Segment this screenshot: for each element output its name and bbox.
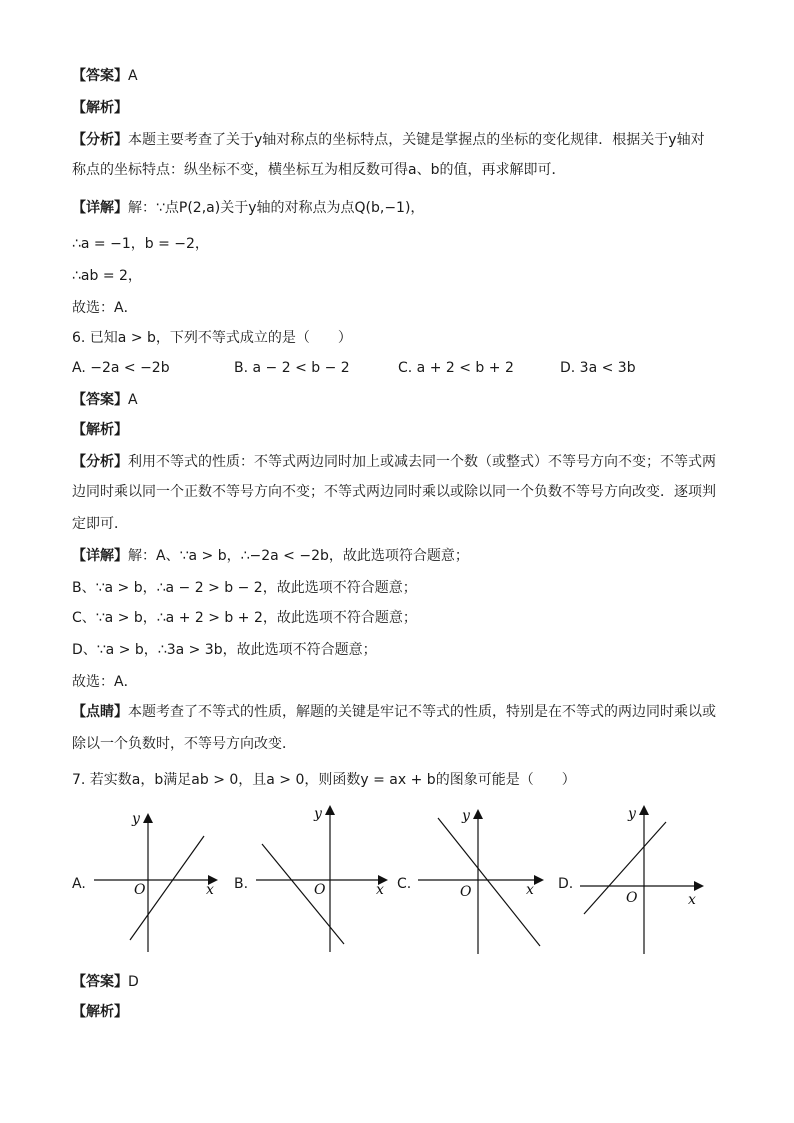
- comment-text: 除以一个负数时，不等号方向改变．: [72, 736, 296, 752]
- detail-text: 【详解】解：∵点P(2,a)关于y轴的对称点为点Q(b,−1)，: [72, 200, 425, 216]
- answer-label: 【答案】A: [72, 392, 138, 408]
- section-tag: 【点睛】: [72, 704, 128, 720]
- section-tag: 【解析】: [72, 1004, 128, 1020]
- question-7: 7. 若实数a，b满足ab > 0，且a > 0，则函数y = ax + b的图象可能是（ ）: [72, 772, 576, 788]
- graph-d-label: D.: [558, 876, 574, 892]
- analysis-heading: [72, 1002, 128, 1022]
- graph-a-label: A.: [72, 876, 86, 892]
- question-6: 6. 已知a > b，下列不等式成立的是（ ）: [72, 330, 352, 346]
- choice-text: 故选：A．: [72, 300, 138, 316]
- graph-b-origin: O: [314, 882, 326, 898]
- detail-step: D、∵a > b，∴3a > 3b，故此选项不符合题意；: [72, 642, 377, 658]
- section-tag: 【解析】: [72, 100, 128, 116]
- analysis-text: 【分析】本题主要考查了关于y轴对称点的坐标特点，关键是掌握点的坐标的变化规律．根据关于y轴对: [72, 132, 705, 148]
- analysis-text: 称点的坐标特点：纵坐标不变，横坐标互为相反数可得a、b的值，再求解即可．: [72, 162, 566, 178]
- graph-a-y-label: y: [132, 811, 140, 827]
- section-tag: 【解析】: [72, 422, 128, 438]
- analysis-text: 边同时乘以同一个正数不等号方向不变；不等式两边同时乘以或除以同一个负数不等号方向改变．逐项判: [72, 484, 716, 500]
- graph-b-y-label: y: [314, 806, 322, 822]
- graph-d-x-label: x: [688, 892, 696, 908]
- section-tag: 【答案】: [72, 974, 128, 990]
- q6-option-a: A. −2a < −2b: [72, 360, 170, 376]
- section-tag: 【详解】: [72, 200, 128, 216]
- detail-step: B、∵a > b，∴a − 2 > b − 2，故此选项不符合题意；: [72, 580, 417, 596]
- detail-step: ∴ab = 2，: [72, 268, 142, 284]
- q6-option-d: D. 3a < 3b: [560, 360, 636, 376]
- graph-c: [414, 804, 548, 960]
- graph-c-y-label: y: [462, 808, 470, 824]
- graph-c-origin: O: [460, 884, 472, 900]
- answer-label: 【答案】D: [72, 974, 139, 990]
- section-tag: 【答案】: [72, 392, 128, 408]
- graph-b-x-label: x: [376, 882, 384, 898]
- analysis-text: 【分析】利用不等式的性质：不等式两边同时加上或减去同一个数（或整式）不等号方向不变；不等式两: [72, 454, 716, 470]
- answer-label: 【答案】A: [72, 68, 138, 84]
- choice-text: 故选：A．: [72, 674, 138, 690]
- graph-d-y-label: y: [628, 806, 636, 822]
- section-tag: 【分析】: [72, 132, 128, 148]
- detail-text: 【详解】解：A、∵a > b，∴−2a < −2b，故此选项符合题意；: [72, 548, 469, 564]
- analysis-heading: [72, 420, 128, 440]
- analysis-text: 定即可．: [72, 516, 128, 532]
- analysis-heading: [72, 98, 128, 118]
- graph-d-origin: O: [626, 890, 638, 906]
- graph-a-origin: O: [134, 882, 146, 898]
- section-tag: 【答案】: [72, 68, 128, 84]
- graph-d: [576, 800, 708, 958]
- graph-a: [90, 808, 220, 958]
- graph-b-label: B.: [234, 876, 249, 892]
- detail-step: C、∵a > b，∴a + 2 > b + 2，故此选项不符合题意；: [72, 610, 417, 626]
- graph-a-x-label: x: [206, 882, 214, 898]
- graph-b: [252, 800, 392, 958]
- graph-c-label: C.: [397, 876, 412, 892]
- comment-text: 【点睛】本题考查了不等式的性质，解题的关键是牢记不等式的性质，特别是在不等式的两边同时乘以或: [72, 704, 716, 720]
- q6-option-c: C. a + 2 < b + 2: [398, 360, 514, 376]
- q6-option-b: B. a − 2 < b − 2: [234, 360, 350, 376]
- section-tag: 【分析】: [72, 454, 128, 470]
- graph-c-x-label: x: [526, 882, 534, 898]
- section-tag: 【详解】: [72, 548, 128, 564]
- detail-step: ∴a = −1，b = −2，: [72, 236, 209, 252]
